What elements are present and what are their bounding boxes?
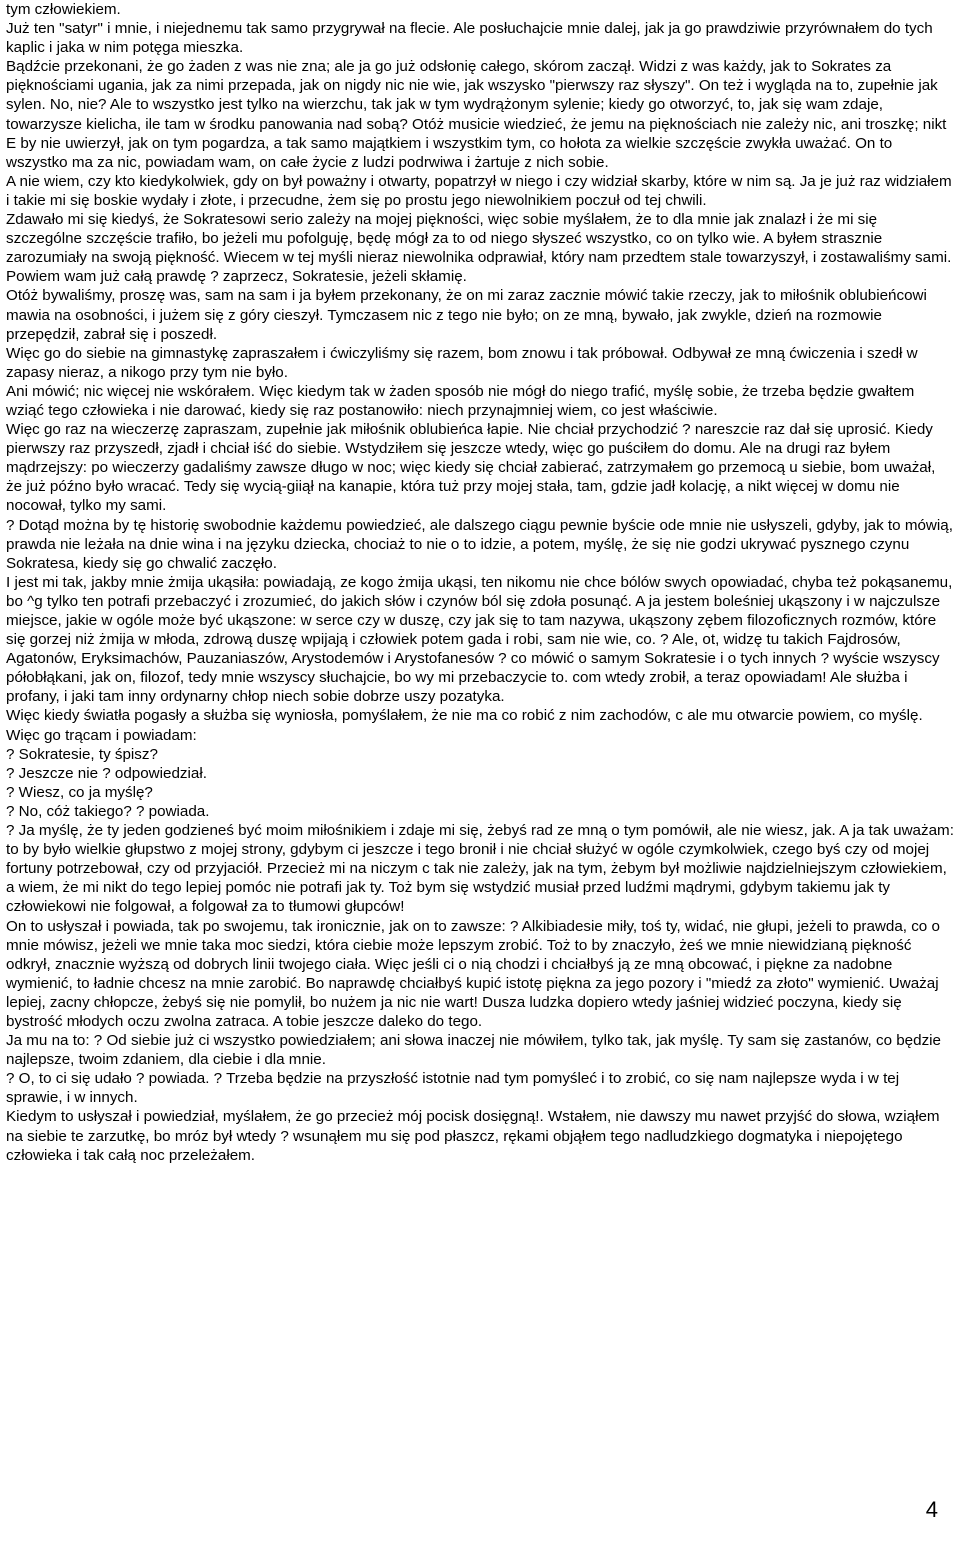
paragraph-0: tym człowiekiem. (6, 1, 121, 18)
paragraph-4: Zdawało mi się kiedyś, że Sokratesowi serio zależy na mojej piękności, więc sobie myślałem, że to dla mnie jak znalazł i że mi się szczególne szczęście trafiło, bo jeżeli mu pofolguję, będę mógł za to od niego słyszeć wszystko, co on tylko wie. A byłem strasznie zarozumiały na swoją piękność. Wiecem w tej myśli nieraz niewolnika odprawiał, który nam przedtem stale towarzyszył, i zostawaliśmy sami. Powiem wam już całą prawdę ? zaprzecz, Sokratesie, jeżeli skłamię. (6, 211, 952, 286)
paragraph-5: Otóż bywaliśmy, proszę was, sam na sam i ja byłem przekonany, że on mi zaraz zacznie mówić takie rzeczy, jak to miłośnik oblubieńcowi mawia na osobności, i jużem się z góry cieszył. Tymczasem nic z tego nie było; on ze mną, bywało, jak zwykle, dzień na rozmowie przepędził, zabrał się i poszedł. (6, 287, 927, 343)
dialogue-line: ? Jeszcze nie ? odpowiedział. (6, 764, 207, 782)
paragraph-17: On to usłyszał i powiada, tak po swojemu, tak ironicznie, jak on to zawsze: ? Alkibiadesie miły, toś ty, widać, nie głupi, jeżeli to prawda, co o mnie mówisz, jeżeli we mnie taka moc siedzi, która ciebie może lepszym zrobić. Toż to by znaczyło, żeś we mnie niewidzianą piękność odkrył, znacznie wyższą od dobrych linii twojego ciała. Więc jeśli ci o nią chodzi i chciałbyś ją ze mną obcować, i piękne za nadobne wymienić, to ładnie chcesz na mnie zarobić. Bo naprawdę chciałbyś kupić istotę piękna za jego pozory i "miedź za złoto" wymienić. Uważaj lepiej, zacny chłopcze, żebyś się nie pomylił, bo nużem ja nic nie wart! Dusza ludzka dopiero wtedy jaśniej widzieć poczyna, kiedy się bystrość młodych oczu zwolna zatraca. A tobie jeszcze daleko do tego. (6, 917, 940, 1030)
paragraph-9: ? Dotąd można by tę historię swobodnie każdemu powiedzieć, ale dalszego ciągu pewnie byście ode mnie nie usłyszeli, gdyby, jak to mówią, prawda nie leżała na dnie wina i na języku dziecka, chociaż to nie o to idzie, a potem, myślę, że się nie godzi ukrywać pysznego czynu Sokratesa, kiedy się go chwalić zaczęło. (6, 516, 953, 572)
paragraph-2: Bądźcie przekonani, że go żaden z was nie zna; ale ja go już odsłonię całego, skórom zaczął. Widzi z was każdy, jak to Sokrates za pięknościami ugania, jak za nimi przepada, jak on nigdy nic nie wie, jak wszysko "pierwszy raz słyszy". On też i wygląda na to, zupełnie jak sylen. No, nie? Ale to wszystko jest tylko na wierzchu, tak jak w tym wydrążonym sylenie; kiedy go otworzyć, to, jak się wam zdaje, towarzysze kielicha, ile tam w środku panowania nad sobą? Otóż musicie wiedzieć, że jemu na pięknościach nie zależy nic, ani troszkę; nikt E by nie uwierzył, jak on tym pogardza, a tak samo majątkiem i wszystkim tym, co hołota za wielkie szczęście zwykła uważać. On to wszystko ma za nic, powiadam wam, on całe życie z ludzi podrwiwa i żartuje z nich sobie. (6, 58, 947, 171)
dialogue-line: ? Wiesz, co ja myślę? (6, 783, 153, 801)
paragraph-18: Ja mu na to: ? Od siebie już ci wszystko powiedziałem; ani słowa inaczej nie mówiłem, tylko tak, jak myślę. Ty sam się zastanów, co będzie najlepsze, twoim zdaniem, dla ciebie i dla mnie. (6, 1032, 941, 1069)
paragraph-7: Ani mówić; nic więcej nie wskórałem. Więc kiedym tak w żaden sposób nie mógł do niego trafić, myślę sobie, że trzeba będzie gwałtem wziąć tego człowieka i nie darować, kiedy się raz postanowiło: niech przynajmniej wiem, co jest właściwie. (6, 382, 915, 419)
paragraph-20: Kiedym to usłyszał i powiedział, myślałem, że go przecież mój pocisk dosięgną!. Wstałem, nie dawszy mu nawet przyjść do słowa, wziąłem na siebie te zarzutkę, bo mróz był wtedy ? wsunąłem mu się pod płaszcz, rękami objąłem tego nadludzkiego dogmatyka i niepojętego człowieka i tak całą noc przeleżałem. (6, 1108, 940, 1164)
paragraph-6: Więc go do siebie na gimnastykę zapraszałem i ćwiczyliśmy się razem, bom znowu i tak próbował. Odbywał ze mną ćwiczenia i szedł w zapasy nieraz, a nikogo przy tym nie było. (6, 344, 918, 381)
paragraph-10: I jest mi tak, jakby mnie żmija ukąsiła: powiadają, ze kogo żmija ukąsi, ten nikomu nie chce bólów swych opowiadać, chyba też pokąsanemu, bo ^g tylko ten potrafi przebaczyć i zrozumieć, do jakich słów i czynów ból się zdoła posunąć. A ja jestem boleśniej ukąszony i w najczulsze miejsce, jakie w ogóle może być ukąszone: w serce czy w duszę, czy jak się to tam nazywa, ukąszony zębem filozoficznych rozmów, które się gorzej niż żmija w młoda, zdrową duszę wpijają i człowiek potem gada i robi, sam nie wie, co. ? Ale, ot, widzę tu takich Fajdrosów, Agatonów, Eryksimachów, Pauzaniaszów, Arystodemów i Arystofanesów ? co mówić o samym Sokratesie i o tych innych ? wyście wszyscy półobłąkani, jak on, filozof, tedy mnie wszyscy słuchajcie, bo wy mi przebaczycie to. com wtedy zrobił, a teraz opowiadam! Ale służba i profany, i jaki tam inny ordynarny chłop niech sobie dobrze uszy pozatyka. (6, 573, 953, 706)
page-number: 4 (925, 1497, 938, 1522)
document-body (6, 0, 954, 1165)
paragraph-19: ? O, to ci się udało ? powiada. ? Trzeba będzie na przyszłość istotnie nad tym pomyśleć i to zrobić, co się nam najlepsze wyda i w tej sprawie, i w innych. (6, 1070, 900, 1107)
dialogue-line: ? Sokratesie, ty śpisz? (6, 745, 158, 763)
paragraph-16: ? Ja myślę, że ty jeden godzieneś być moim miłośnikiem i zdaje mi się, żebyś rad ze mną o tym pomówił, ale nie wiesz, jak. A ja tak uważam: to by było wielkie głupstwo z mojej strony, gdybym ci jeszcze i tego bronił i nie chciał służyć w ogóle czymkolwiek, czego byś czy od mojej fortuny potrzebował, czy od przyjaciół. Przecież mi na niczym c tak nie zależy, jak na tym, żebym był możliwie najdzielniejszym człowiekiem, a wiem, że mi nikt do tego lepiej pomóc nie potrafi jak ty. Toż bym się wstydzić musiał przed ludźmi mądrymi, gdybym takiemu jak ty człowiekowi nie folgował, a folgował za to tłumowi głupców! (6, 822, 954, 916)
dialogue-line: ? No, cóż takiego? ? powiada. (6, 802, 210, 820)
paragraph-3: A nie wiem, czy kto kiedykolwiek, gdy on był poważny i otwarty, popatrzył w niego i czy widział skarby, które w nim są. Ja je już raz widziałem i takie mi się boskie wydały i złote, i przecudne, żem się po prostu jego niewolnikiem poczuł od tej chwili. (6, 172, 952, 209)
paragraph-8: Więc go raz na wieczerzę zapraszam, zupełnie jak miłośnik oblubieńca łapie. Nie chciał przychodzić ? nareszcie raz dał się uprosić. Kiedy pierwszy raz przyszedł, zjadł i chciał iść do siebie. Wstydziłem się jeszcze wtedy, więc go puściłem do domu. Ale na drugi raz byłem mądrzejszy: po wieczerzy gadaliśmy zawsze długo w noc; więc kiedy się chciał zabierać, zatrzymałem go przemocą u siebie, bom uważał, że już późno było wracać. Tedy się wycią-giiął na kanapie, która tuż przy mojej stała, tam, gdzie jadł kolację, a nikt więcej w domu nie nocował, tylko my sami. (6, 421, 936, 515)
paragraph-11: Więc kiedy światła pogasły a służba się wyniosła, pomyślałem, że nie ma co robić z nim zachodów, c ale mu otwarcie powiem, co myślę. Więc go trącam i powiadam: (6, 707, 923, 744)
paragraph-1: Już ten "satyr" i mnie, i niejednemu tak samo przygrywał na flecie. Ale posłuchajcie mnie dalej, jak ja go prawdziwie przyrównałem do tych kaplic i jaka w nim potęga mieszka. (6, 20, 933, 57)
